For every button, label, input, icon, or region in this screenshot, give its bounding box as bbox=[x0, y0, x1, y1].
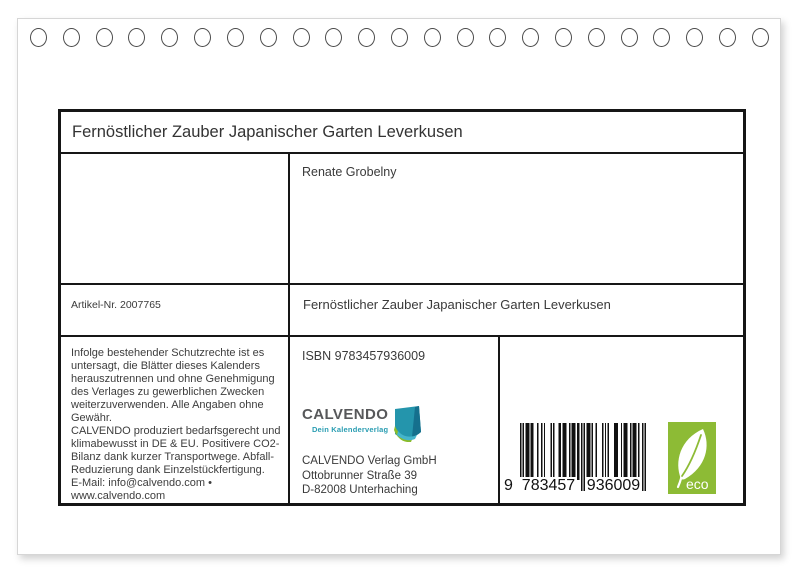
binding-hole bbox=[194, 28, 211, 47]
calvendo-tagline: Dein Kalenderverlag bbox=[311, 425, 389, 435]
legal-para-2: CALVENDO produziert bedarfsgerecht und klimabewusst in DE & EU. Positivere CO2-Bilanz dank kurzer Transportwege. Abfall-Reduzierung dank Einzelstückfertigung. bbox=[71, 425, 281, 477]
binding-hole bbox=[63, 28, 80, 47]
binding-hole bbox=[128, 28, 145, 47]
binding-hole bbox=[686, 28, 703, 47]
binding-holes bbox=[30, 28, 769, 47]
binding-hole bbox=[260, 28, 277, 47]
empty-cell bbox=[61, 154, 288, 282]
binding-hole bbox=[555, 28, 572, 47]
calendar-subtitle: Fernöstlicher Zauber Japanischer Garten Leverkusen bbox=[303, 296, 611, 312]
ean13-barcode bbox=[504, 423, 646, 497]
address-line-2: Ottobrunner Straße 39 bbox=[302, 469, 418, 482]
binding-hole bbox=[227, 28, 244, 47]
publisher-cell bbox=[288, 337, 498, 503]
legal-website: www.calvendo.com bbox=[71, 490, 166, 503]
binding-hole bbox=[424, 28, 441, 47]
binding-hole bbox=[358, 28, 375, 47]
binding-hole bbox=[588, 28, 605, 47]
subtitle-cell bbox=[288, 285, 743, 335]
binding-hole bbox=[325, 28, 342, 47]
author-name: Renate Grobelny bbox=[302, 165, 397, 180]
barcode-digits-left: 783457 bbox=[521, 477, 576, 495]
calendar-title: Fernöstlicher Zauber Japanischer Garten Leverkusen bbox=[72, 122, 463, 141]
title-row bbox=[61, 112, 743, 152]
binding-hole bbox=[96, 28, 113, 47]
binding-hole bbox=[522, 28, 539, 47]
article-cell bbox=[61, 285, 288, 335]
calvendo-wordmark: CALVENDO bbox=[302, 406, 389, 424]
binding-hole bbox=[161, 28, 178, 47]
binding-hole bbox=[719, 28, 736, 47]
article-number: Artikel-Nr. 2007765 bbox=[71, 298, 161, 311]
binding-hole bbox=[653, 28, 670, 47]
legal-para-1: Infolge bestehender Schutzrechte ist es untersagt, die Blätter dieses Kalenders herauszutrennen und ohne Genehmigung des Verlages zu gewerblichen Zwecken weiterzuverwenden. Alle Angaben ohne Gewähr. bbox=[71, 347, 275, 425]
calendar-page-icon bbox=[393, 406, 421, 442]
barcode-digits-right: 936009 bbox=[586, 477, 641, 495]
isbn-text: ISBN 9783457936009 bbox=[302, 349, 426, 364]
binding-hole bbox=[457, 28, 474, 47]
binding-hole bbox=[391, 28, 408, 47]
address-line-3: D-82008 Unterhaching bbox=[302, 484, 418, 497]
publisher-address bbox=[302, 454, 437, 498]
barcode-digit-lead: 9 bbox=[504, 477, 513, 495]
calendar-back-cover bbox=[17, 18, 781, 555]
binding-hole bbox=[621, 28, 638, 47]
legal-email: E-Mail: info@calvendo.com • bbox=[71, 477, 212, 490]
legal-cell bbox=[61, 337, 288, 503]
legal-text bbox=[61, 337, 288, 503]
bottom-row bbox=[61, 335, 743, 503]
binding-hole bbox=[752, 28, 769, 47]
author-row bbox=[61, 152, 743, 282]
barcode-cell bbox=[498, 337, 743, 503]
address-line-1: CALVENDO Verlag GmbH bbox=[302, 455, 437, 468]
article-row bbox=[61, 283, 743, 335]
author-cell bbox=[288, 154, 743, 282]
binding-hole bbox=[293, 28, 310, 47]
calvendo-logo bbox=[302, 407, 421, 442]
eco-badge bbox=[668, 422, 716, 494]
info-table bbox=[58, 109, 746, 506]
binding-hole bbox=[489, 28, 506, 47]
eco-label: eco bbox=[686, 476, 709, 493]
binding-hole bbox=[30, 28, 47, 47]
